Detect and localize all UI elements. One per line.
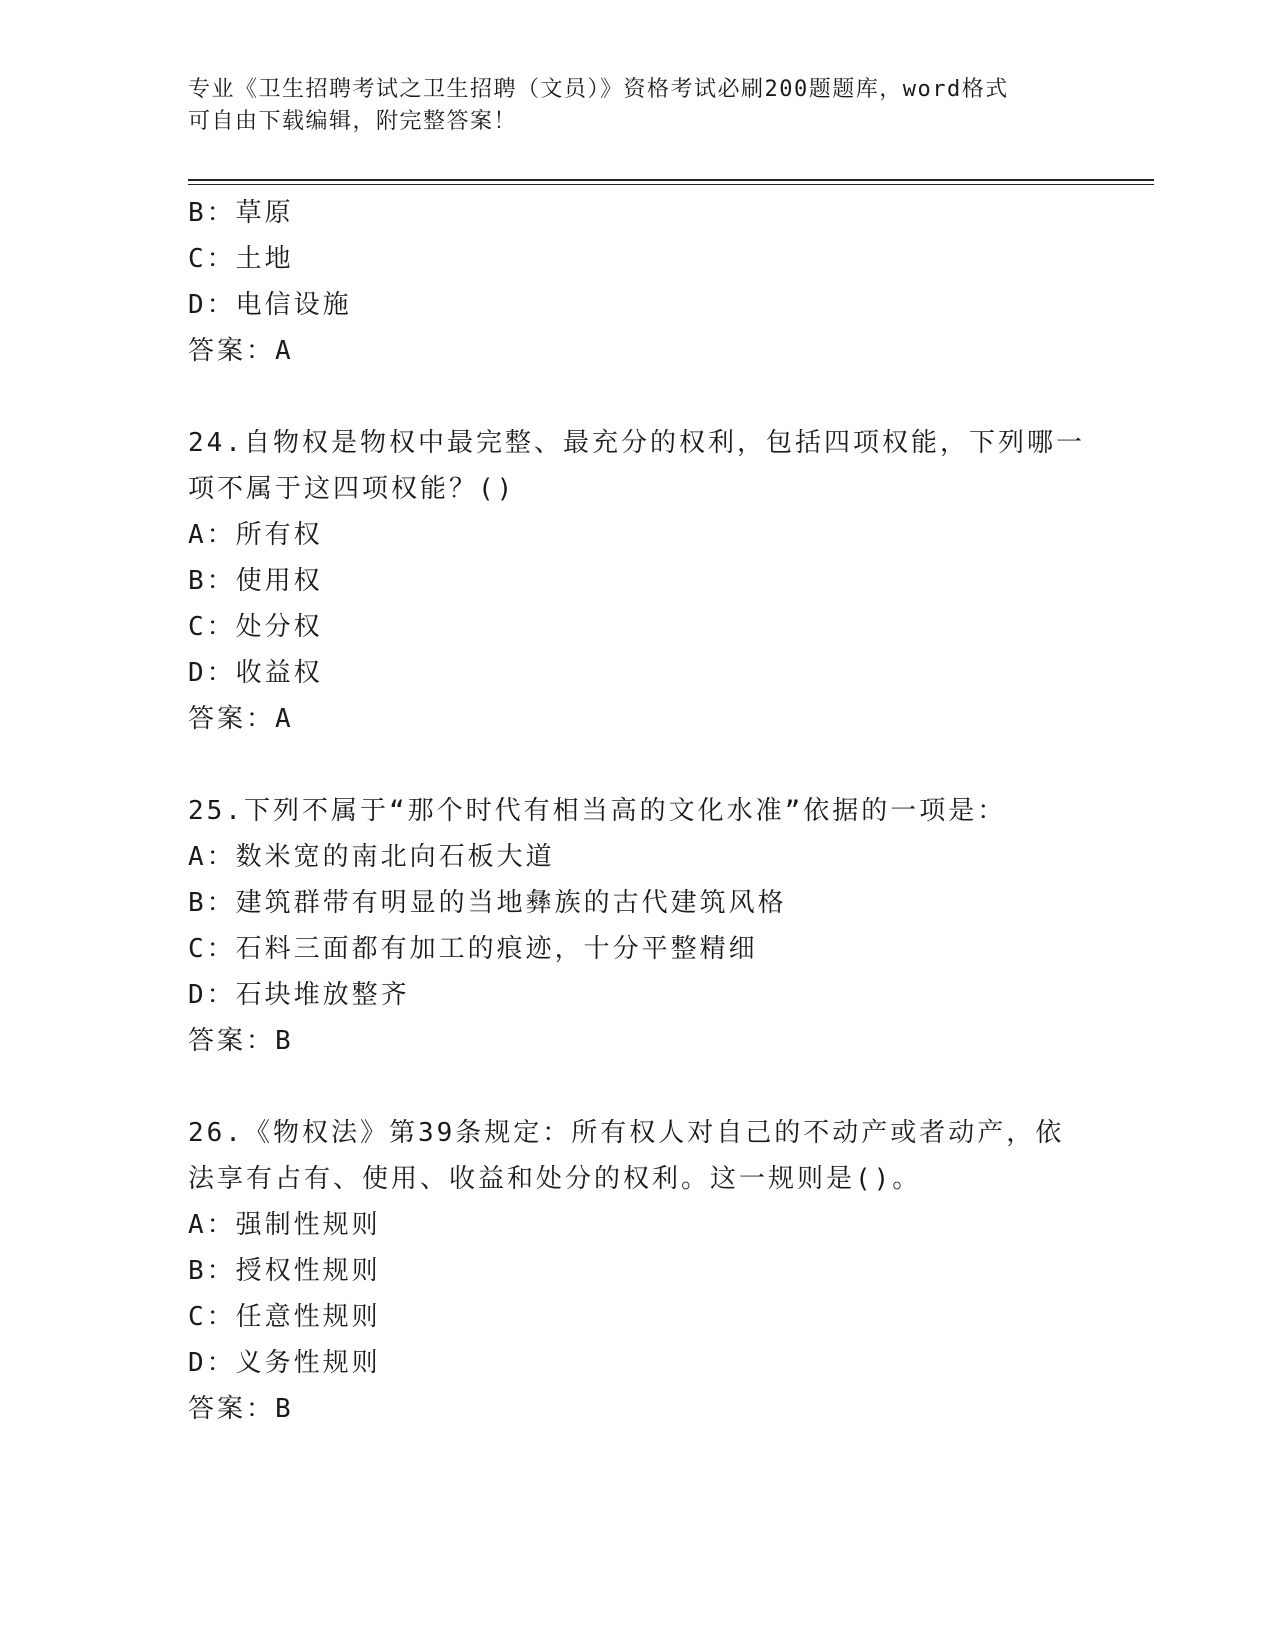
question-stem: 24.自物权是物权中最完整、最充分的权利，包括四项权能，下列哪一 [188,428,1085,458]
question-block-23 [188,190,1088,374]
document-header [188,74,1088,138]
answer-line: 答案：A [188,704,294,734]
option-d: D：石块堆放整齐 [188,980,410,1010]
header-divider-thick [188,179,1154,181]
option-c: C：石料三面都有加工的痕迹，十分平整精细 [188,934,758,964]
answer-line: 答案：A [188,336,294,366]
option-d: D：义务性规则 [188,1348,381,1378]
header-divider-thin [188,184,1154,185]
question-stem: 25.下列不属于“那个时代有相当高的文化水准”依据的一项是： [188,796,1007,826]
option-b: B：建筑群带有明显的当地彝族的古代建筑风格 [188,888,787,918]
option-a: A：强制性规则 [188,1210,381,1240]
option-d: D：收益权 [188,658,323,688]
option-c: C：处分权 [188,612,323,642]
question-block-26 [188,1110,1088,1432]
answer-line: 答案：B [188,1026,294,1056]
option-c: C：任意性规则 [188,1302,381,1332]
header-line-2: 可自由下载编辑，附完整答案！ [188,109,518,134]
question-block-24 [188,420,1088,742]
question-stem: 项不属于这四项权能？() [188,474,516,504]
question-stem: 法享有占有、使用、收益和处分的权利。这一规则是()。 [188,1164,922,1194]
question-block-25 [188,788,1088,1064]
question-list [188,190,1088,1432]
option-a: A：数米宽的南北向石板大道 [188,842,555,872]
option-a: A：所有权 [188,520,323,550]
option-c: C：土地 [188,244,294,274]
header-line-1: 专业《卫生招聘考试之卫生招聘（文员）》资格考试必刷200题题库，word格式 [188,77,1009,102]
answer-line: 答案：B [188,1394,294,1424]
option-b: B：草原 [188,198,294,228]
option-b: B：使用权 [188,566,323,596]
option-d: D：电信设施 [188,290,352,320]
option-b: B：授权性规则 [188,1256,381,1286]
question-stem: 26.《物权法》第39条规定：所有权人对自己的不动产或者动产，依 [188,1118,1065,1148]
